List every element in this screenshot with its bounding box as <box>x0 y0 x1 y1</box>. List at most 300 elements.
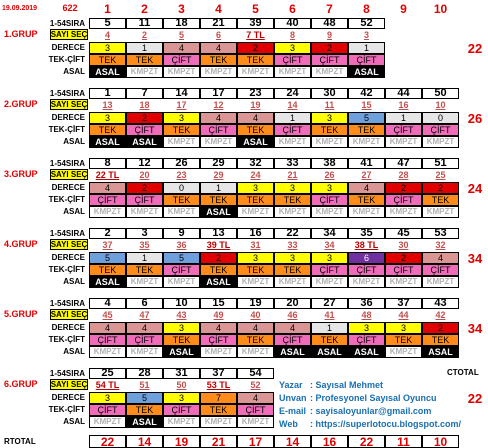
sira-number: 25 <box>89 368 126 379</box>
derece-cell: 6 <box>348 252 385 264</box>
selected-number: 47 <box>139 310 150 320</box>
selected-number: 7 TL <box>246 30 265 40</box>
column-header: 5 <box>252 2 259 16</box>
sira-number: 29 <box>200 158 237 169</box>
selected-number: 17 <box>176 100 187 110</box>
derece-cell: 5 <box>126 392 163 404</box>
info-value: : sayisaloyunlar@gmail.com <box>310 405 432 416</box>
tekcift-cell: ÇİFT <box>422 124 459 136</box>
tekcift-cell: TEK <box>237 264 274 276</box>
derece-cell: 5 <box>348 112 385 124</box>
tekcift-cell: TEK <box>274 194 311 206</box>
derece-cell: 4 <box>126 322 163 334</box>
asal-cell: KMPZT <box>274 276 311 288</box>
selected-number: 11 <box>324 100 335 110</box>
derece-cell: 3 <box>348 322 385 334</box>
sira-number: 50 <box>422 88 459 99</box>
asal-cell: KMPZT <box>237 66 274 78</box>
asal-cell: KMPZT <box>237 346 274 358</box>
rtotal-value: 16 <box>311 435 348 448</box>
date-label: 19.09.2019 <box>2 5 38 12</box>
sira-label: 1-54SIRA <box>49 298 85 308</box>
selected-number: 50 <box>176 380 187 390</box>
rtotal-value: 11 <box>385 435 422 448</box>
info-value: : Sayısal Mehmet <box>310 379 384 390</box>
tekcift-cell: TEK <box>163 334 200 346</box>
derece-cell: 3 <box>311 252 348 264</box>
asal-cell: KMPZT <box>274 206 311 218</box>
group-total: 22 <box>467 40 483 56</box>
asal-cell: KMPZT <box>274 136 311 148</box>
derece-cell: 2 <box>422 182 459 194</box>
rtotal-value: 21 <box>200 435 237 448</box>
selected-number: 35 <box>139 240 150 250</box>
sira-number: 20 <box>274 298 311 309</box>
asal-cell: KMPZT <box>311 66 348 78</box>
derece-cell: 3 <box>163 392 200 404</box>
sira-number: 43 <box>422 298 459 309</box>
asal-label: ASAL <box>63 137 85 146</box>
sayi-sec-button: SAYI SEÇ <box>50 379 88 389</box>
asal-cell: KMPZT <box>89 416 126 428</box>
column-header: 9 <box>400 2 407 16</box>
asal-cell: KMPZT <box>237 276 274 288</box>
asal-cell: KMPZT <box>126 276 163 288</box>
selected-number: 16 <box>398 100 409 110</box>
tekcift-cell: ÇİFT <box>126 334 163 346</box>
sira-number: 48 <box>311 18 348 29</box>
tekcift-cell: TEK <box>237 124 274 136</box>
asal-cell: KMPZT <box>163 276 200 288</box>
column-header: 10 <box>433 2 448 16</box>
selected-number: 40 <box>250 310 261 320</box>
group-name: 1.GRUP <box>4 29 38 39</box>
tekcift-cell: TEK <box>237 194 274 206</box>
derece-cell: 3 <box>89 112 126 124</box>
sayi-sec-button: SAYI SEÇ <box>50 309 88 319</box>
asal-cell: KMPZT <box>311 206 348 218</box>
asal-cell: KMPZT <box>422 276 459 288</box>
asal-label: ASAL <box>63 277 85 286</box>
asal-cell: KMPZT <box>200 66 237 78</box>
sira-number: 31 <box>163 368 200 379</box>
sira-number: 37 <box>200 368 237 379</box>
tekcift-cell: TEK <box>89 264 126 276</box>
group-name: 2.GRUP <box>4 99 38 109</box>
derece-cell: 1 <box>200 182 237 194</box>
sira-label: 1-54SIRA <box>49 18 85 28</box>
derece-cell: 4 <box>200 112 237 124</box>
derece-cell: 3 <box>385 322 422 334</box>
sira-number: 34 <box>311 228 348 239</box>
sayi-sec-button: SAYI SEÇ <box>50 169 88 179</box>
sira-number: 5 <box>89 18 126 29</box>
selected-number: 10 <box>435 100 446 110</box>
asal-cell: KMPZT <box>163 66 200 78</box>
derece-cell: 5 <box>163 252 200 264</box>
derece-cell: 3 <box>311 182 348 194</box>
tekcift-cell: ÇİFT <box>237 404 274 416</box>
sira-label: 1-54SIRA <box>49 368 85 378</box>
asal-cell: KMPZT <box>126 346 163 358</box>
selected-number: 15 <box>361 100 372 110</box>
asal-cell: ASAL <box>89 136 126 148</box>
derece-cell: 4 <box>237 322 274 334</box>
selected-number: 14 <box>287 100 298 110</box>
sira-number: 1 <box>89 88 126 99</box>
derece-cell: 4 <box>89 182 126 194</box>
tekcift-cell: ÇİFT <box>385 194 422 206</box>
selected-number: 31 <box>250 240 261 250</box>
selected-number: 30 <box>398 240 409 250</box>
selected-number: 24 <box>250 170 261 180</box>
asal-cell: ASAL <box>163 346 200 358</box>
tekcift-label: TEK-ÇİFT <box>48 55 85 64</box>
derece-cell: 1 <box>385 112 422 124</box>
group-name: 6.GRUP <box>4 379 38 389</box>
asal-cell: KMPZT <box>163 416 200 428</box>
selected-number: 48 <box>361 310 372 320</box>
sira-number: 17 <box>200 88 237 99</box>
selected-number: 53 TL <box>206 380 231 390</box>
group-total: 26 <box>467 110 483 126</box>
tekcift-cell: TEK <box>200 264 237 276</box>
info-label: Unvan <box>279 392 307 403</box>
asal-cell: KMPZT <box>200 136 237 148</box>
tekcift-cell: ÇİFT <box>163 404 200 416</box>
sira-number: 10 <box>163 298 200 309</box>
group-total: 34 <box>467 320 483 336</box>
sira-number: 12 <box>126 158 163 169</box>
tekcift-cell: ÇİFT <box>274 124 311 136</box>
rtotal-value: 10 <box>422 435 459 448</box>
tekcift-label: TEK-ÇİFT <box>48 405 85 414</box>
selected-number: 5 <box>178 30 184 40</box>
sira-number: 45 <box>385 228 422 239</box>
asal-label: ASAL <box>63 347 85 356</box>
asal-cell: KMPZT <box>422 136 459 148</box>
info-value: : Profesyonel Sayısal Oyuncu <box>310 392 437 403</box>
tekcift-cell: ÇİFT <box>348 54 385 66</box>
asal-cell: KMPZT <box>385 206 422 218</box>
group-total: 22 <box>467 390 483 406</box>
derece-cell: 7 <box>200 392 237 404</box>
sira-number: 14 <box>163 88 200 99</box>
sira-number: 11 <box>126 18 163 29</box>
sira-label: 1-54SIRA <box>49 228 85 238</box>
column-header: 8 <box>363 2 370 16</box>
tekcift-cell: TEK <box>200 404 237 416</box>
derece-cell: 2 <box>126 112 163 124</box>
derece-cell: 4 <box>200 322 237 334</box>
sira-number: 21 <box>200 18 237 29</box>
asal-cell: KMPZT <box>163 206 200 218</box>
tekcift-cell: TEK <box>311 124 348 136</box>
selected-number: 12 <box>213 100 224 110</box>
selected-number: 9 <box>326 30 332 40</box>
selected-number: 37 <box>102 240 113 250</box>
selected-number: 20 <box>139 170 150 180</box>
selected-number: 13 <box>102 100 113 110</box>
selected-number: 51 <box>139 380 150 390</box>
derece-cell: 3 <box>311 112 348 124</box>
derece-cell: 3 <box>163 112 200 124</box>
tekcift-cell: ÇİFT <box>348 264 385 276</box>
group-name: 3.GRUP <box>4 169 38 179</box>
derece-cell: 1 <box>126 252 163 264</box>
asal-cell: ASAL <box>126 416 163 428</box>
sira-number: 7 <box>126 88 163 99</box>
tekcift-cell: TEK <box>163 124 200 136</box>
asal-cell: ASAL <box>348 66 385 78</box>
asal-cell: KMPZT <box>237 206 274 218</box>
asal-cell: KMPZT <box>385 276 422 288</box>
asal-cell: KMPZT <box>89 346 126 358</box>
info-label: E-mail <box>279 405 307 416</box>
tekcift-cell: TEK <box>200 194 237 206</box>
tekcift-label: TEK-ÇİFT <box>48 125 85 134</box>
sira-number: 15 <box>200 298 237 309</box>
derece-cell: 3 <box>274 42 311 54</box>
tekcift-cell: TEK <box>311 334 348 346</box>
rtotal-value: 22 <box>348 435 385 448</box>
derece-cell: 4 <box>163 42 200 54</box>
selected-number: 52 <box>250 380 261 390</box>
sira-number: 26 <box>163 158 200 169</box>
tekcift-cell: TEK <box>237 334 274 346</box>
derece-cell: 2 <box>311 42 348 54</box>
selected-number: 4 <box>104 30 110 40</box>
asal-cell: ASAL <box>200 276 237 288</box>
derece-cell: 3 <box>237 252 274 264</box>
sira-number: 4 <box>89 298 126 309</box>
asal-cell: KMPZT <box>385 136 422 148</box>
sira-number: 33 <box>274 158 311 169</box>
derece-cell: 4 <box>274 322 311 334</box>
selected-number: 19 <box>250 100 261 110</box>
tekcift-cell: TEK <box>126 404 163 416</box>
sira-number: 3 <box>126 228 163 239</box>
tekcift-cell: ÇİFT <box>311 264 348 276</box>
code-label: 622 <box>62 3 78 13</box>
info-value: : https://superlotocu.blogspot.com/ <box>310 418 461 429</box>
asal-cell: KMPZT <box>348 206 385 218</box>
tekcift-cell: TEK <box>422 334 459 346</box>
tekcift-cell: TEK <box>89 124 126 136</box>
derece-label: DERECE <box>51 393 85 402</box>
rtotal-label: RTOTAL <box>4 437 36 446</box>
selected-number: 43 <box>176 310 187 320</box>
tekcift-cell: ÇİFT <box>126 194 163 206</box>
sira-number: 42 <box>348 88 385 99</box>
derece-cell: 2 <box>385 252 422 264</box>
column-header: 1 <box>104 2 111 16</box>
derece-cell: 1 <box>311 322 348 334</box>
sayi-sec-button: SAYI SEÇ <box>50 29 88 39</box>
asal-cell: KMPZT <box>163 136 200 148</box>
derece-cell: 4 <box>200 42 237 54</box>
group-total: 24 <box>467 180 483 196</box>
tekcift-cell: TEK <box>348 124 385 136</box>
rtotal-value: 14 <box>274 435 311 448</box>
tekcift-cell: ÇİFT <box>422 264 459 276</box>
selected-number: 36 <box>176 240 187 250</box>
sira-number: 27 <box>311 298 348 309</box>
tekcift-cell: TEK <box>163 194 200 206</box>
selected-number: 38 TL <box>354 240 379 250</box>
derece-label: DERECE <box>51 183 85 192</box>
asal-cell: KMPZT <box>126 66 163 78</box>
derece-cell: 2 <box>237 42 274 54</box>
sira-label: 1-54SIRA <box>49 158 85 168</box>
asal-cell: ASAL <box>126 136 163 148</box>
asal-label: ASAL <box>63 67 85 76</box>
derece-cell: 3 <box>274 252 311 264</box>
column-header: 6 <box>289 2 296 16</box>
sira-number: 36 <box>348 298 385 309</box>
sira-number: 13 <box>200 228 237 239</box>
tekcift-cell: TEK <box>237 54 274 66</box>
tekcift-cell: TEK <box>274 264 311 276</box>
sira-number: 54 <box>237 368 274 379</box>
selected-number: 44 <box>398 310 409 320</box>
asal-cell: KMPZT <box>385 346 422 358</box>
info-label: Yazar <box>279 379 303 390</box>
selected-number: 26 <box>324 170 335 180</box>
selected-number: 21 <box>287 170 298 180</box>
selected-number: 28 <box>398 170 409 180</box>
asal-cell: KMPZT <box>200 346 237 358</box>
tekcift-cell: ÇİFT <box>348 334 385 346</box>
tekcift-cell: TEK <box>200 54 237 66</box>
asal-label: ASAL <box>63 207 85 216</box>
selected-number: 27 <box>361 170 372 180</box>
sayi-sec-button: SAYI SEÇ <box>50 99 88 109</box>
sira-number: 40 <box>274 18 311 29</box>
asal-cell: KMPZT <box>311 136 348 148</box>
tekcift-cell: ÇİFT <box>385 264 422 276</box>
sira-number: 51 <box>422 158 459 169</box>
selected-number: 39 TL <box>206 240 231 250</box>
sira-number: 16 <box>237 228 274 239</box>
tekcift-cell: TEK <box>126 264 163 276</box>
selected-number: 33 <box>287 240 298 250</box>
asal-cell: KMPZT <box>422 206 459 218</box>
tekcift-cell: TEK <box>422 194 459 206</box>
derece-cell: 0 <box>163 182 200 194</box>
ctotal-label: CTOTAL <box>447 367 479 377</box>
selected-number: 3 <box>363 30 369 40</box>
asal-cell: ASAL <box>422 346 459 358</box>
selected-number: 46 <box>287 310 298 320</box>
selected-number: 18 <box>139 100 150 110</box>
derece-cell: 3 <box>89 392 126 404</box>
asal-cell: ASAL <box>200 206 237 218</box>
sayi-sec-button: SAYI SEÇ <box>50 239 88 249</box>
tekcift-cell: ÇİFT <box>274 334 311 346</box>
derece-cell: 0 <box>422 112 459 124</box>
column-header: 4 <box>215 2 222 16</box>
info-label: Web <box>279 418 298 429</box>
derece-cell: 2 <box>126 182 163 194</box>
asal-cell: KMPZT <box>126 206 163 218</box>
derece-cell: 4 <box>348 182 385 194</box>
asal-cell: KMPZT <box>237 416 274 428</box>
tekcift-cell: ÇİFT <box>311 54 348 66</box>
tekcift-cell: ÇİFT <box>200 334 237 346</box>
sira-number: 53 <box>422 228 459 239</box>
rtotal-value: 14 <box>126 435 163 448</box>
derece-cell: 3 <box>237 182 274 194</box>
tekcift-cell: ÇİFT <box>89 194 126 206</box>
derece-cell: 5 <box>89 252 126 264</box>
asal-cell: ASAL <box>237 136 274 148</box>
derece-label: DERECE <box>51 113 85 122</box>
rtotal-value: 17 <box>237 435 274 448</box>
derece-cell: 4 <box>237 392 274 404</box>
selected-number: 8 <box>289 30 295 40</box>
selected-number: 49 <box>213 310 224 320</box>
derece-label: DERECE <box>51 323 85 332</box>
sira-number: 47 <box>385 158 422 169</box>
derece-cell: 3 <box>274 182 311 194</box>
asal-cell: KMPZT <box>348 276 385 288</box>
tekcift-cell: TEK <box>126 54 163 66</box>
selected-number: 41 <box>324 310 335 320</box>
derece-cell: 1 <box>274 112 311 124</box>
sira-number: 41 <box>348 158 385 169</box>
selected-number: 23 <box>176 170 187 180</box>
sira-number: 52 <box>348 18 385 29</box>
group-name: 5.GRUP <box>4 309 38 319</box>
tekcift-cell: ÇİFT <box>385 124 422 136</box>
column-header: 2 <box>141 2 148 16</box>
group-total: 34 <box>467 250 483 266</box>
asal-cell: KMPZT <box>311 276 348 288</box>
sira-number: 8 <box>89 158 126 169</box>
selected-number: 42 <box>435 310 446 320</box>
asal-cell: ASAL <box>348 346 385 358</box>
tekcift-cell: ÇİFT <box>126 124 163 136</box>
asal-cell: ASAL <box>311 346 348 358</box>
tekcift-label: TEK-ÇİFT <box>48 265 85 274</box>
selected-number: 45 <box>102 310 113 320</box>
rtotal-value: 19 <box>163 435 200 448</box>
selected-number: 54 TL <box>95 380 120 390</box>
sira-number: 18 <box>163 18 200 29</box>
asal-label: ASAL <box>63 417 85 426</box>
selected-number: 2 <box>141 30 147 40</box>
tekcift-cell: ÇİFT <box>89 404 126 416</box>
group-name: 4.GRUP <box>4 239 38 249</box>
derece-cell: 1 <box>126 42 163 54</box>
tekcift-cell: ÇİFT <box>274 54 311 66</box>
sira-number: 24 <box>274 88 311 99</box>
asal-cell: ASAL <box>89 66 126 78</box>
selected-number: 32 <box>435 240 446 250</box>
derece-cell: 2 <box>200 252 237 264</box>
sira-label: 1-54SIRA <box>49 88 85 98</box>
selected-number: 22 TL <box>95 170 120 180</box>
derece-cell: 4 <box>89 322 126 334</box>
tekcift-cell: TEK <box>89 54 126 66</box>
sira-number: 23 <box>237 88 274 99</box>
sira-number: 22 <box>274 228 311 239</box>
derece-cell: 2 <box>385 182 422 194</box>
sira-number: 2 <box>89 228 126 239</box>
derece-cell: 4 <box>237 112 274 124</box>
tekcift-cell: TEK <box>385 334 422 346</box>
